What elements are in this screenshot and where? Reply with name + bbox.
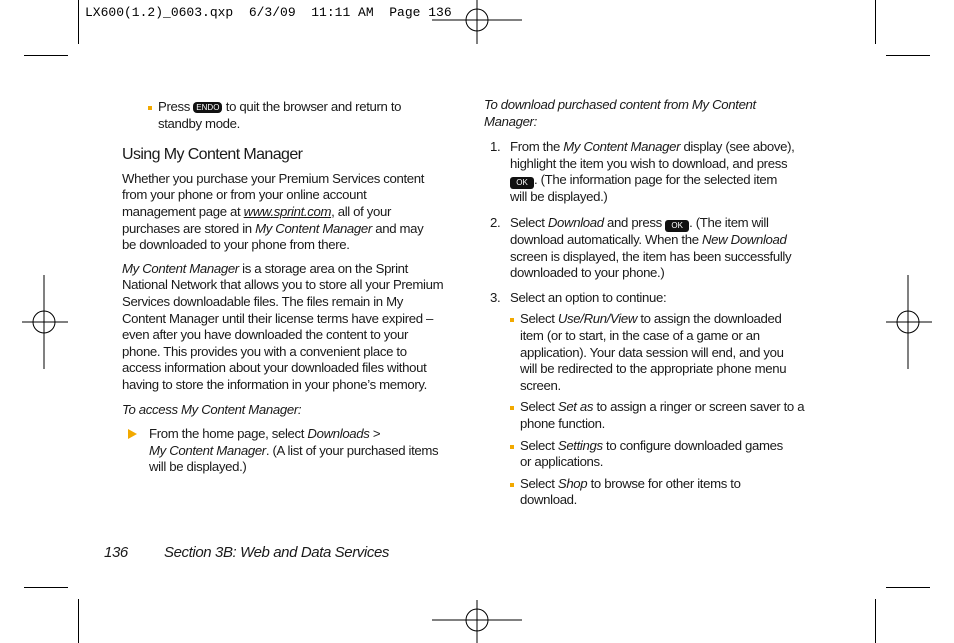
sprint-link[interactable]: www.sprint.com [243,203,332,219]
step-2: 2. Select Download and press OK . (The item will download automatically. When the New Download screen is displayed, the item has been successfully downloaded to your phone.) [490,214,792,281]
option-settings: Select Settings to configure downloaded games or applications. [510,438,834,471]
end-key-icon: ENDO [193,102,222,113]
section-heading: Using My Content Manager [122,146,303,164]
registration-mark-bottom-icon [432,598,522,643]
step-3: 3. Select an option to continue: Select Use/Run/View to assign the downloaded item (or to start, in the case of a game or an application). Your data session will end, and you will be redirected to the appropriate phone menu screen. Select Set as to assign a ringer or screen saver to a phone function. Select Settings to configure downloaded games or applications. Select Shop to browse for other items to download. [484,290,834,509]
step-1: 1. From the My Content Manager display (see above), highlight the item you wish to download, and press OK . (The information page for the selected item will be displayed.) [490,139,795,205]
ok-key-icon: OK [510,177,534,189]
option-use-run-view: Select Use/Run/View to assign the downloaded item (or to start, in the case of a game or an application). Your data session will end, and you will be redirected to the appropriate phone menu screen. [510,311,834,394]
right-column: To download purchased content from My Content Manager: 1. From the My Content Manager display (see above), highlight the item you wish to download, and press OK . (The information page for the selected item will be displayed.) 2. Select Download and press OK . (The item will download automatically. When the New Download screen is displayed, the item has been successfully downloaded to your phone.) 3. Select an option to continue: Select Use/Run/View to assign the downloaded item (or to start, in the case of a game or an application). Your data session will end, and you will be redirected to the appropriate phone menu screen. Select Set as to assign a ringer or screen saver to a phone function. Select Settings to configure downloaded games or applications. Select Shop to browse for other items to download. [484,97,834,509]
page-number: 136 [104,544,128,561]
paragraph-description: My Content Manager is a storage area on the Sprint National Network that allows you to store all your Premium Services downloadable files. The files remain in My Content Manager until their license terms have expired – even after you have downloaded the content to your phone. This provides you with a convenient place to access information about your downloaded files without having to store the information in your phone’s memory. [122,260,444,392]
registration-mark-left-icon [22,275,68,369]
access-step: From the home page, select Downloads > My Content Manager. (A list of your purchased items will be displayed.) [122,426,467,476]
download-subheading: To download purchased content from My Content [484,97,756,112]
option-set-as: Select Set as to assign a ringer or screen saver to a phone function. [510,399,834,432]
paragraph-intro: Whether you purchase your Premium Services content from your phone or from your online account management page at www.sprint.com, all of your purchases are stored in My Content Manager and may be downloaded to your phone from there. [122,170,425,253]
left-column [122,99,467,476]
arrow-bullet-icon [128,429,137,439]
ok-key-icon: OK [665,220,689,232]
access-subheading: To access My Content Manager: [122,401,302,417]
registration-mark-top-icon [432,0,522,46]
option-shop: Select Shop to browse for other items to download. [510,476,834,509]
registration-mark-right-icon [886,275,932,369]
section-title: Section 3B: Web and Data Services [164,544,389,561]
slug-line: LX600(1.2)_0603.qxp 6/3/09 11:11 AM Page 136 [85,5,452,20]
intro-bullet: Press ENDO to quit the browser and return to standby mode. [122,99,467,132]
